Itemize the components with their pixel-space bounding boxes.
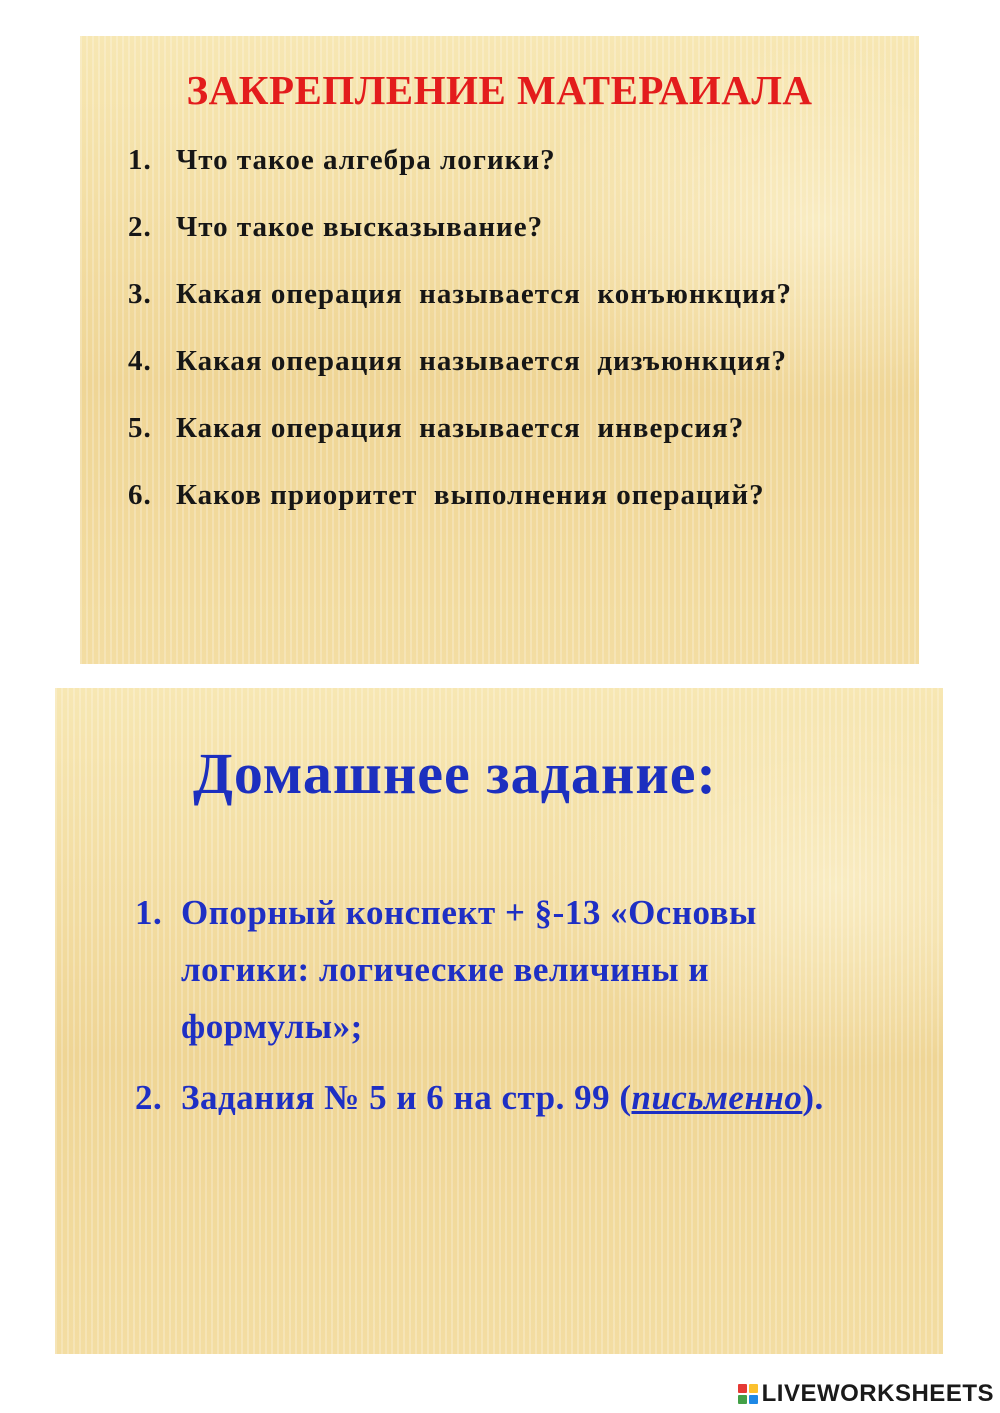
question-item xyxy=(128,412,792,479)
question-number: 2. xyxy=(128,211,152,243)
liveworksheets-logo-icon xyxy=(737,1383,759,1405)
review-slide xyxy=(80,36,919,664)
review-title: ЗАКРЕПЛЕНИЕ МАТЕРАИАЛА xyxy=(186,67,813,113)
homework-title: Домашнее задание: xyxy=(193,741,717,806)
homework-text-after: ). xyxy=(802,1078,824,1117)
question-text: Какая операция называется инверсия? xyxy=(176,412,745,444)
question-item xyxy=(128,278,792,345)
question-item xyxy=(128,211,792,278)
homework-item xyxy=(135,1069,841,1126)
homework-text-before: Задания № 5 и 6 на стр. 99 ( xyxy=(181,1078,632,1117)
question-number: 5. xyxy=(128,412,152,444)
question-text: Что такое алгебра логики? xyxy=(176,144,556,176)
homework-text: Опорный конспект + §-13 «Основы логики: логические величины и формулы»; xyxy=(181,893,757,1046)
question-item xyxy=(128,479,792,546)
homework-number: 1. xyxy=(135,893,163,932)
question-number: 6. xyxy=(128,479,152,511)
question-list xyxy=(128,144,792,546)
question-number: 3. xyxy=(128,278,152,310)
homework-slide xyxy=(55,688,943,1354)
liveworksheets-brand: LIVEWORKSHEETS xyxy=(761,1380,994,1407)
homework-item xyxy=(135,884,841,1055)
homework-emphasis: письменно xyxy=(631,1078,803,1117)
homework-list xyxy=(135,884,841,1126)
question-number: 4. xyxy=(128,345,152,377)
question-text: Каков приоритет выполнения операций? xyxy=(176,479,765,511)
homework-number: 2. xyxy=(135,1078,163,1117)
question-text: Какая операция называется дизъюнкция? xyxy=(176,345,787,377)
question-text: Какая операция называется конъюнкция? xyxy=(176,278,792,310)
question-number: 1. xyxy=(128,144,152,176)
liveworksheets-logo xyxy=(737,1381,994,1407)
question-text: Что такое высказывание? xyxy=(176,211,544,243)
question-item xyxy=(128,345,792,412)
homework-text xyxy=(181,1069,841,1126)
question-item xyxy=(128,144,792,211)
